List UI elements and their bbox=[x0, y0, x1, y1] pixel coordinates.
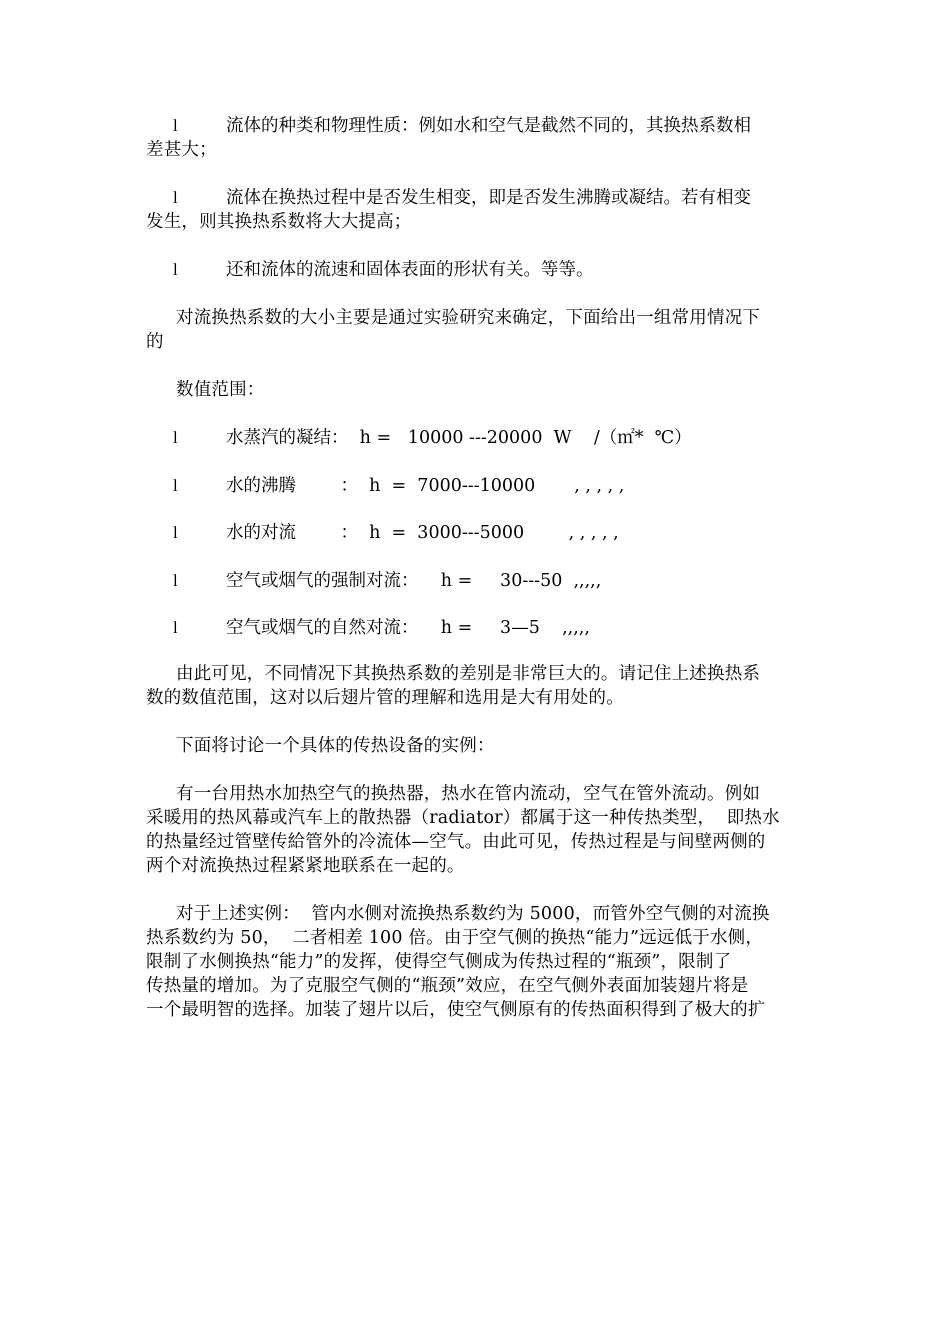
paragraph-line: 数的数值范围，这对以后翅片管的理解和选用是大有用处的。 bbox=[146, 688, 624, 708]
paragraph-line: 对于上述实例： 管内水侧对流换热系数约为 5000，而管外空气侧的对流换 bbox=[176, 904, 770, 924]
paragraph-line: 采暖用的热风幕或汽车上的散热器（radiator）都属于这一种传热类型， 即热水 bbox=[146, 808, 780, 828]
example-intro: 下面将讨论一个具体的传热设备的实例： bbox=[176, 736, 495, 756]
paragraph-line: 对流换热系数的大小主要是通过实验研究来确定，下面给出一组常用情况下 bbox=[176, 308, 761, 328]
range-text: 空气或烟气的自然对流： h = 3—5 ,,,,, bbox=[226, 618, 590, 638]
paragraph-line: 传热量的增加。为了克服空气侧的“瓶颈”效应，在空气侧外表面加装翅片将是 bbox=[146, 976, 749, 996]
bullet-marker: l bbox=[173, 618, 178, 637]
paragraph-line: 有一台用热水加热空气的换热器，热水在管内流动，空气在管外流动。例如 bbox=[176, 784, 761, 804]
bullet-text: 流体的种类和物理性质：例如水和空气是截然不同的，其换热系数相 bbox=[226, 116, 751, 136]
bullet-marker: l bbox=[173, 116, 178, 135]
range-text: 水的对流 ： h = 3000---5000 , , , , , bbox=[226, 523, 619, 543]
bullet-text: 流体在换热过程中是否发生相变，即是否发生沸腾或凝结。若有相变 bbox=[226, 188, 751, 208]
range-title: 数值范围： bbox=[176, 380, 265, 400]
bullet-marker: l bbox=[173, 260, 178, 279]
paragraph-line: 的热量经过管壁传給管外的冷流体—空气。由此可见，传热过程是与间壁两侧的 bbox=[146, 832, 766, 852]
bullet-marker: l bbox=[173, 476, 178, 495]
paragraph-line: 的 bbox=[146, 332, 164, 352]
bullet-text: 还和流体的流速和固体表面的形状有关。等等。 bbox=[226, 260, 594, 280]
paragraph-line: 一个最明智的选择。加装了翅片以后，使空气侧原有的传热面积得到了极大的扩 bbox=[146, 1000, 766, 1020]
bullet-continuation: 差甚大； bbox=[146, 140, 217, 160]
paragraph-line: 由此可见，不同情况下其换热系数的差别是非常巨大的。请记住上述换热系 bbox=[176, 664, 761, 684]
bullet-marker: l bbox=[173, 571, 178, 590]
paragraph-line: 热系数约为 50， 二者相差 100 倍。由于空气侧的换热“能力”远远低于水侧， bbox=[146, 928, 764, 948]
paragraph-line: 限制了水侧换热“能力”的发挥，使得空气侧成为传热过程的“瓶颈”，限制了 bbox=[146, 952, 732, 972]
bullet-marker: l bbox=[173, 523, 178, 542]
paragraph-line: 两个对流换热过程紧紧地联系在一起的。 bbox=[146, 856, 465, 876]
bullet-marker: l bbox=[173, 188, 178, 207]
bullet-continuation: 发生，则其换热系数将大大提高； bbox=[146, 212, 412, 232]
bullet-marker: l bbox=[173, 428, 178, 447]
range-text: 空气或烟气的强制对流： h = 30---50 ,,,,, bbox=[226, 571, 602, 591]
range-text: 水的沸腾 ： h = 7000---10000 , , , , , bbox=[226, 476, 625, 496]
range-text: 水蒸汽的凝结： h = 10000 ---20000 W /（㎡* ℃） bbox=[226, 428, 692, 448]
